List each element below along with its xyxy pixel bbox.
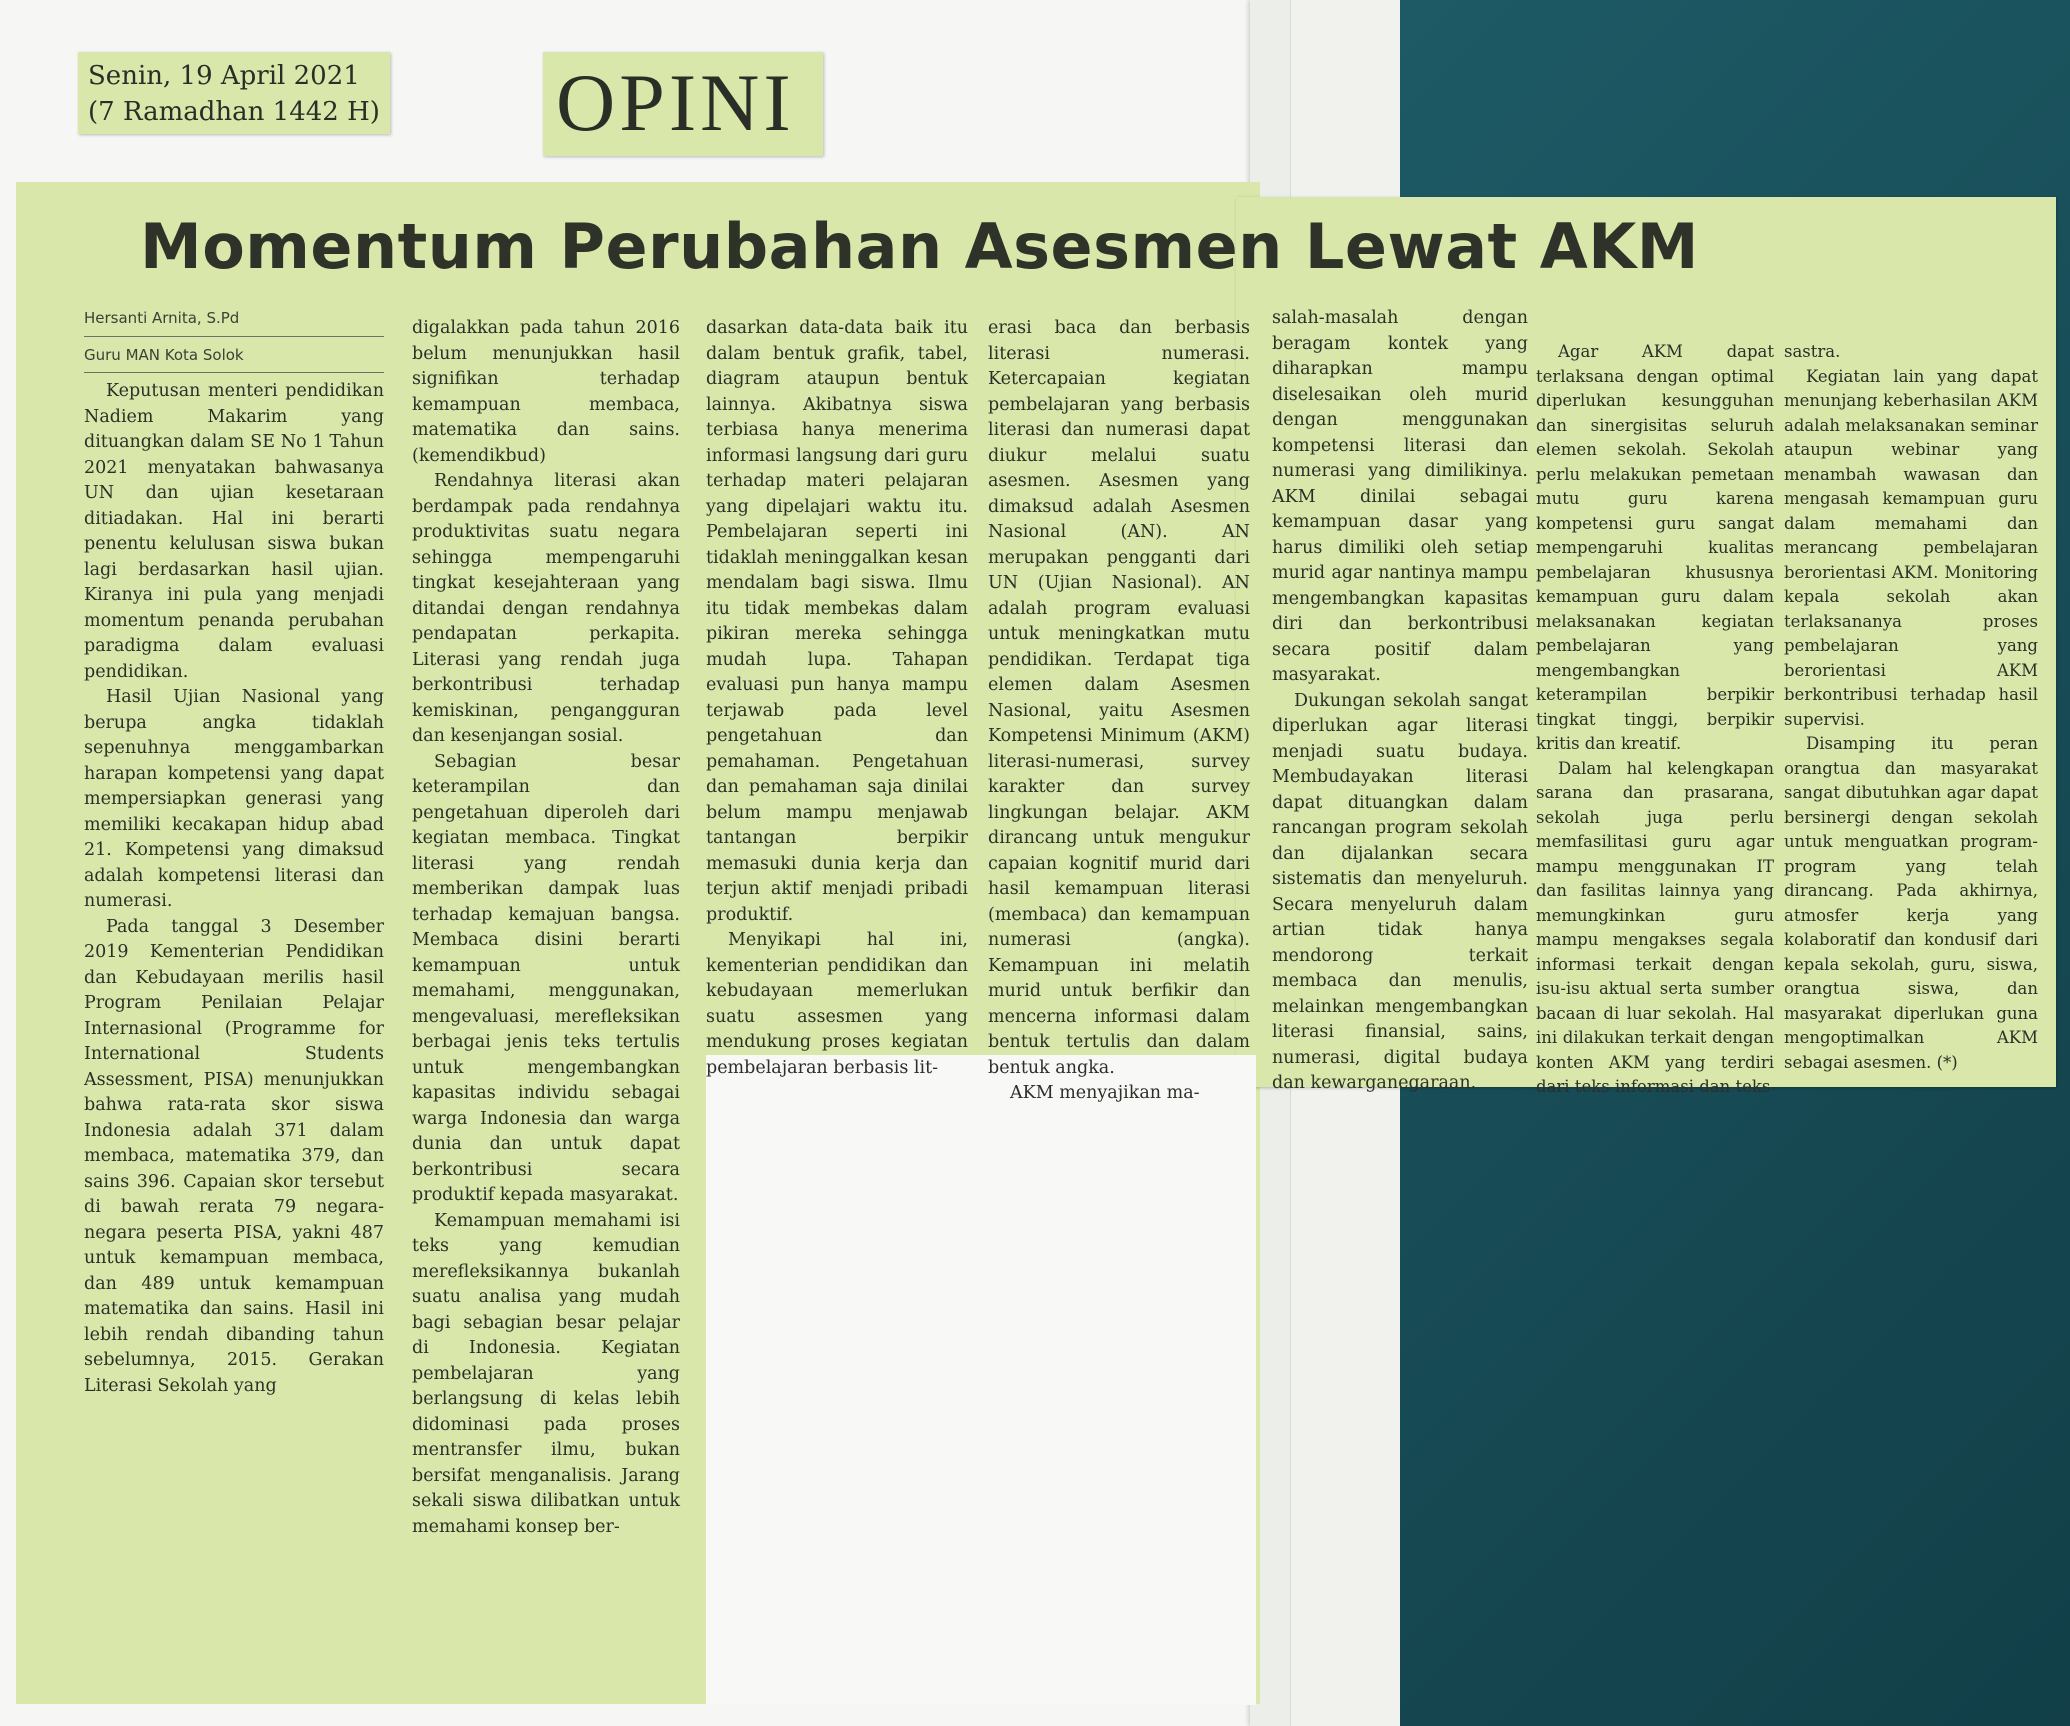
article-column-1 [84, 306, 384, 1399]
paragraph: erasi baca dan berbasis literasi numerasi. Ketercapaian kegiatan pembelajaran yang berbasis literasi dan numerasi dapat diukur melalui suatu asesmen. Asesmen yang dimaksud adalah Asesmen Nasional (AN). AN merupakan pengganti dari UN (Ujian Nasional). AN adalah program evaluasi untuk meningkatkan mutu pendidikan. Terdapat tiga elemen dalam Asesmen Nasional, yaitu Asesmen Kompetensi Minimum (AKM) literasi-numerasi, survey karakter dan survey lingkungan belajar. AKM dirancang untuk mengukur capaian kognitif murid dari hasil kemampuan literasi (membaca) dan kemampuan numerasi (angka). Kemampuan ini melatih murid untuk berfikir dan mencerna informasi dalam bentuk tertulis dan dalam bentuk angka. [988, 318, 1250, 1078]
paragraph: Menyikapi hal ini, kementerian pendidikan dan kebudayaan memerlukan suatu assesmen yang mendukung proses kegiatan pembelajaran berbasis lit- [706, 930, 968, 1078]
paragraph: AKM menyajikan ma- [1010, 1083, 1200, 1103]
paragraph: Keputusan menteri pendidikan Nadiem Makarim yang dituangkan dalam SE No 1 Tahun 2021 menyatakan bahwasanya UN dan ujian kesetaraan ditiadakan. Hal ini berarti penentu kelulusan siswa bukan lagi berdasarkan hasil ujian. Kiranya ini pula yang menjadi momentum penanda perubahan paradigma dalam evaluasi pendidikan. [84, 381, 384, 682]
article-column-5 [1272, 306, 1528, 1097]
paragraph: Dukungan sekolah sangat diperlukan agar literasi menjadi suatu budaya. Membudayakan literasi dapat dituangkan dalam rancangan program sekolah dan dijalankan secara sistematis dan menyeluruh. Secara menyeluruh dalam artian tidak hanya mendorong terkait membaca dan menulis, melainkan mengembangkan literasi finansial, sains, numerasi, digital budaya dan kewarganegaraan. [1272, 690, 1528, 1093]
paragraph: Rendahnya literasi akan berdampak pada rendahnya produktivitas suatu negara sehingga mempengaruhi tingkat kesejahteraan yang ditandai dengan rendahnya pendapatan perkapita. Literasi yang rendah juga berkontribusi terhadap kemiskinan, pengangguran dan kesenjangan sosial. [412, 471, 680, 746]
paragraph: Dalam hal kelengkapan sarana dan prasarana, sekolah juga perlu memfasilitasi guru agar mampu menggunakan IT dan fasilitas lainnya yang memungkinkan guru mampu mengakses segala informasi terkait dengan isu-isu aktual serta sumber bacaan di luar sekolah. Hal ini dilakukan terkait dengan konten AKM yang terdiri dari teks informasi dan teks [1536, 758, 1774, 1096]
article-column-3 [706, 316, 968, 1081]
section-title: OPINI [556, 57, 795, 148]
paragraph: Pada tanggal 3 Desember 2019 Kementerian Pendidikan dan Kebudayaan merilis hasil Program Penilaian Pelajar Internasional (Programme for International Students Assessment, PISA) menunjukkan bahwa rata-rata skor siswa Indonesia adalah 371 dalam membaca, matematika 379, dan sains 396. Capaian skor tersebut di bawah rerata 79 negara-negara peserta PISA, yakni 487 untuk kemampuan membaca, dan 489 untuk kemampuan matematika dan sains. Hasil ini lebih rendah dibanding tahun sebelumnya, 2015. Gerakan Literasi Sekolah yang [84, 916, 384, 1396]
article-headline: Momentum Perubahan Asesmen Lewat AKM [140, 210, 1700, 283]
paragraph: Agar AKM dapat terlaksana dengan optimal diperlukan kesungguhan dan sinergisitas seluruh elemen sekolah. Sekolah perlu melakukan pemetaan mutu guru karena kompetensi guru sangat mempengaruhi kualitas pembelajaran khususnya kemampuan guru dalam melaksanakan kegiatan pembelajaran yang mengembangkan keterampilan berpikir tingkat tinggi, berpikir kritis dan kreatif. [1536, 342, 1774, 753]
author-name: Hersanti Arnita, S.Pd [84, 306, 384, 337]
date-stamp [88, 58, 380, 130]
blank-paper-patch [706, 1055, 1256, 1705]
paragraph: salah-masalah dengan beragam kontek yang diharapkan mampu diselesaikan oleh murid dengan menggunakan kompetensi literasi dan numerasi yang dimilikinya. AKM dinilai sebagai kemampuan dasar yang harus dimiliki oleh setiap murid agar nantinya mampu mengembangkan kapasitas diri dan berkontribusi secara positif dalam masyarakat. [1272, 308, 1528, 685]
article-column-2 [412, 316, 680, 1540]
paragraph: Sebagian besar keterampilan dan pengetahuan diperoleh dari kegiatan membaca. Tingkat literasi yang rendah memberikan dampak luas terhadap kemajuan bangsa. Membaca disini berarti kemampuan untuk memahami, menggunakan, mengevaluasi, merefleksikan berbagai jenis teks tertulis untuk mengembangkan kapasitas individu sebagai warga Indonesia dan warga dunia dan untuk dapat berkontribusi secara produktif kepada masyarakat. [412, 751, 680, 1205]
date-gregorian: Senin, 19 April 2021 [88, 61, 360, 91]
paragraph: Kemampuan memahami isi teks yang kemudian merefleksikannya bukanlah suatu analisa yang mudah bagi sebagian besar pelajar di Indonesia. Kegiatan pembelajaran yang berlangsung di kelas lebih didominasi pada proses mentransfer ilmu, bukan bersifat menganalisis. Jarang sekali siswa dilibatkan untuk memahami konsep ber- [412, 1210, 680, 1537]
article-column-7 [1784, 340, 2038, 1075]
article-column-4 [988, 316, 1250, 1107]
paragraph: Disamping itu peran orangtua dan masyarakat sangat dibutuhkan agar dapat bersinergi dengan sekolah untuk menguatkan program-program yang telah dirancang. Pada akhirnya, atmosfer kerja yang kolaboratif dan kondusif dari kepala sekolah, guru, siswa, orangtua siswa, dan masyarakat diperlukan guna mengoptimalkan AKM sebagai asesmen. (*) [1784, 734, 2038, 1072]
date-hijri: (7 Ramadhan 1442 H) [88, 97, 380, 127]
author-affiliation: Guru MAN Kota Solok [84, 343, 384, 374]
article-column-6 [1536, 340, 1774, 1100]
paragraph: Kegiatan lain yang dapat menunjang keberhasilan AKM adalah melaksanakan seminar ataupun webinar yang menambah wawasan dan mengasah kemampuan guru dalam memahami dan merancang pembelajaran berorientasi AKM. Monitoring kepala sekolah akan terlaksananya proses pembelajaran yang berorientasi AKM berkontribusi terhadap hasil supervisi. [1784, 366, 2038, 729]
paragraph: Hasil Ujian Nasional yang berupa angka tidaklah sepenuhnya menggambarkan harapan kompetensi yang dapat mempersiapkan generasi yang memiliki kecakapan hidup abad 21. Kompetensi yang dimaksud adalah kompetensi literasi dan numerasi. [84, 687, 384, 911]
paragraph: dasarkan data-data baik itu dalam bentuk grafik, tabel, diagram ataupun bentuk lainnya. Akibatnya siswa terbiasa hanya menerima informasi langsung dari guru terhadap materi pelajaran yang dipelajari waktu itu. Pembelajaran seperti ini tidaklah meninggalkan kesan mendalam bagi siswa. Ilmu itu tidak membekas dalam pikiran mereka sehingga mudah lupa. Tahapan evaluasi pun hanya mampu terjawab pada level pengetahuan dan pemahaman. Pengetahuan dan pemahaman saja dinilai belum mampu menjawab tantangan berpikir memasuki dunia kerja dan terjun aktif menjadi pribadi produktif. [706, 318, 968, 925]
paragraph: sastra. [1784, 342, 1841, 361]
paragraph: digalakkan pada tahun 2016 belum menunjukkan hasil signifikan terhadap kemampuan membaca, matematika dan sains. (kemendikbud) [412, 318, 680, 466]
